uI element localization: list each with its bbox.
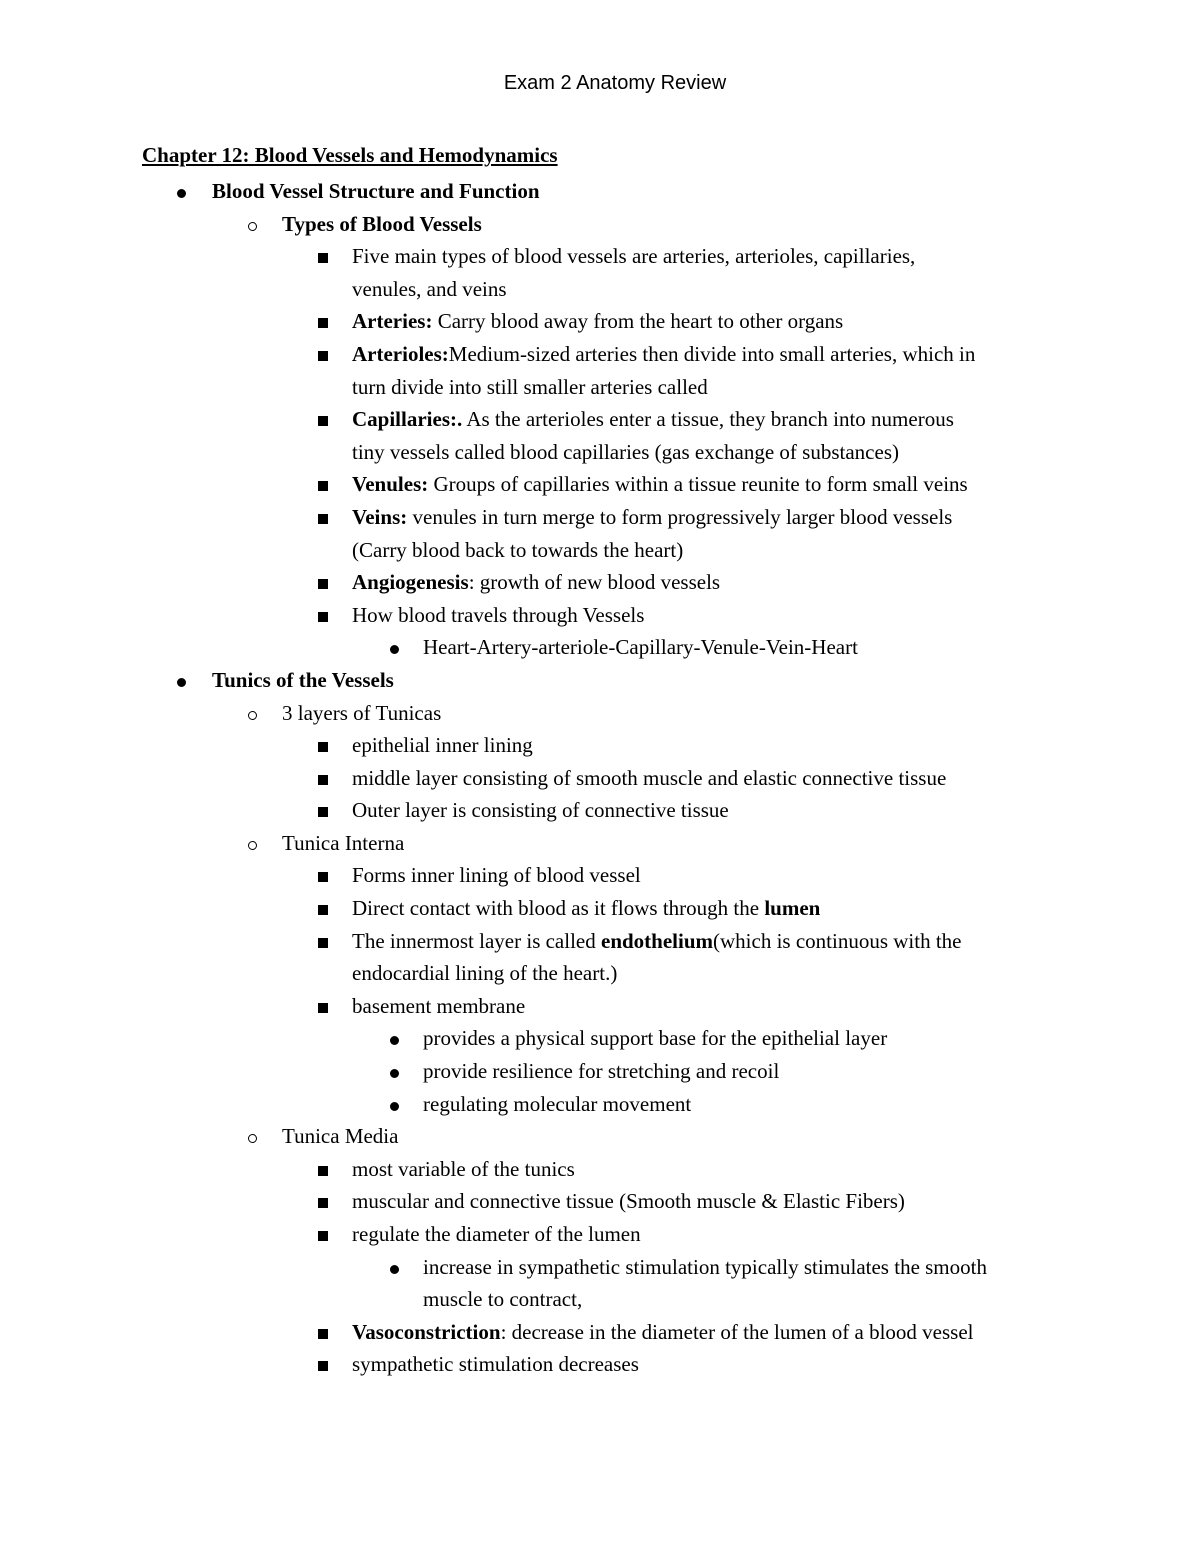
- item-text: Five main types of blood vessels are arteries, arterioles, capillaries,: [352, 244, 916, 269]
- list-item: [0, 729, 1200, 762]
- item-text: endocardial lining of the heart.): [352, 961, 618, 986]
- bold-term: Vasoconstriction: [352, 1319, 501, 1344]
- bold-term: lumen: [764, 896, 821, 921]
- list-item: [0, 175, 1200, 208]
- list-item: [0, 1153, 1200, 1186]
- list-item: [0, 436, 1200, 469]
- item-text: basement membrane: [352, 993, 526, 1018]
- list-item: [0, 664, 1200, 697]
- list-item: [0, 208, 1200, 241]
- item-text: Direct contact with blood as it flows through the: [352, 896, 765, 921]
- list-item: [0, 403, 1200, 436]
- square-bullet-icon: [318, 859, 328, 892]
- square-bullet-icon: [318, 501, 328, 534]
- dot-bullet-icon: [390, 1022, 399, 1055]
- bold-term: Capillaries:.: [352, 407, 463, 432]
- item-text: most variable of the tunics: [352, 1156, 575, 1181]
- item-text: Heart-Artery-arteriole-Capillary-Venule-Vein-Heart: [423, 635, 858, 660]
- item-text: Carry blood away from the heart to other organs: [432, 309, 844, 334]
- item-text: Medium-sized arteries then divide into small arteries, which in: [448, 341, 976, 366]
- list-item: [0, 631, 1200, 664]
- bold-term: Arterioles:: [352, 341, 449, 366]
- list-item: [0, 273, 1200, 306]
- square-bullet-icon: [318, 403, 328, 436]
- list-item: [0, 1283, 1200, 1316]
- item-text: increase in sympathetic stimulation typically stimulates the smooth: [423, 1254, 987, 1279]
- bold-term: Veins:: [352, 504, 408, 529]
- square-bullet-icon: [318, 1218, 328, 1251]
- square-bullet-icon: [318, 1153, 328, 1186]
- item-text: Tunica Interna: [282, 830, 405, 855]
- list-item: [0, 1316, 1200, 1349]
- item-text: Tunica Media: [282, 1124, 399, 1149]
- circle-bullet-icon: [248, 1120, 257, 1153]
- dot-bullet-icon: [390, 631, 399, 664]
- list-item: [0, 1185, 1200, 1218]
- item-text: muscular and connective tissue (Smooth muscle & Elastic Fibers): [352, 1189, 905, 1214]
- circle-bullet-icon: [248, 827, 257, 860]
- list-item: [0, 1218, 1200, 1251]
- item-text: muscle to contract,: [423, 1287, 583, 1312]
- list-item: [0, 892, 1200, 925]
- bold-term: Blood Vessel Structure and Function: [212, 179, 540, 203]
- dot-bullet-icon: [177, 664, 186, 697]
- square-bullet-icon: [318, 1316, 328, 1349]
- list-item: [0, 1088, 1200, 1121]
- list-item: [0, 1055, 1200, 1088]
- item-text: provide resilience for stretching and recoil: [423, 1059, 780, 1084]
- list-item: [0, 1348, 1200, 1381]
- chapter-heading: Chapter 12: Blood Vessels and Hemodynamics: [142, 143, 558, 167]
- item-text: epithelial inner lining: [352, 733, 533, 758]
- square-bullet-icon: [318, 338, 328, 371]
- dot-bullet-icon: [390, 1251, 399, 1284]
- bold-term: Types of Blood Vessels: [282, 211, 482, 236]
- list-item: [0, 468, 1200, 501]
- square-bullet-icon: [318, 794, 328, 827]
- bold-term: endothelium: [601, 928, 714, 953]
- square-bullet-icon: [318, 240, 328, 273]
- list-item: [0, 697, 1200, 730]
- list-item: [0, 338, 1200, 371]
- square-bullet-icon: [318, 1185, 328, 1218]
- item-text: regulate the diameter of the lumen: [352, 1222, 641, 1246]
- item-text: Forms inner lining of blood vessel: [352, 863, 641, 888]
- item-text: Outer layer is consisting of connective tissue: [352, 798, 729, 823]
- document-title: Exam 2 Anatomy Review: [503, 72, 727, 94]
- item-text: : decrease in the diameter of the lumen of a blood vessel: [500, 1319, 974, 1344]
- list-item: [0, 1251, 1200, 1284]
- item-text: provides a physical support base for the epithelial layer: [423, 1026, 888, 1051]
- bold-term: Venules:: [352, 472, 429, 497]
- item-text: turn divide into still smaller arteries called: [352, 374, 708, 399]
- square-bullet-icon: [318, 729, 328, 762]
- item-text: (Carry blood back to towards the heart): [352, 537, 684, 562]
- list-item: [0, 599, 1200, 632]
- list-item: [0, 1022, 1200, 1055]
- item-text: The innermost layer is called: [352, 928, 601, 953]
- item-text: (which is continuous with the: [713, 928, 962, 953]
- list-item: [0, 566, 1200, 599]
- item-text: venules, and veins: [352, 276, 507, 301]
- item-text: sympathetic stimulation decreases: [352, 1352, 639, 1377]
- item-text: How blood travels through Vessels: [352, 602, 645, 627]
- outline-list: [0, 175, 1200, 1381]
- circle-bullet-icon: [248, 697, 257, 730]
- item-text: As the arterioles enter a tissue, they branch into numerous: [462, 407, 954, 432]
- list-item: [0, 925, 1200, 958]
- item-text: regulating molecular movement: [423, 1091, 692, 1116]
- item-text: 3 layers of Tunicas: [282, 700, 442, 725]
- bold-term: Arteries:: [352, 309, 433, 334]
- square-bullet-icon: [318, 925, 328, 958]
- item-text: : growth of new blood vessels: [468, 570, 721, 595]
- square-bullet-icon: [318, 1348, 328, 1381]
- dot-bullet-icon: [390, 1088, 399, 1121]
- square-bullet-icon: [318, 990, 328, 1023]
- square-bullet-icon: [318, 762, 328, 795]
- item-text: tiny vessels called blood capillaries (gas exchange of substances): [352, 439, 899, 464]
- dot-bullet-icon: [177, 175, 186, 208]
- list-item: [0, 762, 1200, 795]
- list-item: [0, 534, 1200, 567]
- list-item: [0, 305, 1200, 338]
- list-item: [0, 827, 1200, 860]
- bold-term: Tunics of the Vessels: [212, 667, 394, 692]
- bold-term: Angiogenesis: [352, 570, 469, 595]
- list-item: [0, 957, 1200, 990]
- item-text: Groups of capillaries within a tissue reunite to form small veins: [428, 472, 968, 497]
- square-bullet-icon: [318, 599, 328, 632]
- square-bullet-icon: [318, 468, 328, 501]
- dot-bullet-icon: [390, 1055, 399, 1088]
- list-item: [0, 501, 1200, 534]
- circle-bullet-icon: [248, 208, 257, 241]
- list-item: [0, 371, 1200, 404]
- item-text: venules in turn merge to form progressively larger blood vessels: [407, 504, 953, 529]
- square-bullet-icon: [318, 305, 328, 338]
- list-item: [0, 859, 1200, 892]
- square-bullet-icon: [318, 892, 328, 925]
- square-bullet-icon: [318, 566, 328, 599]
- item-text: middle layer consisting of smooth muscle and elastic connective tissue: [352, 765, 947, 790]
- list-item: [0, 990, 1200, 1023]
- list-item: [0, 240, 1200, 273]
- list-item: [0, 794, 1200, 827]
- list-item: [0, 1120, 1200, 1153]
